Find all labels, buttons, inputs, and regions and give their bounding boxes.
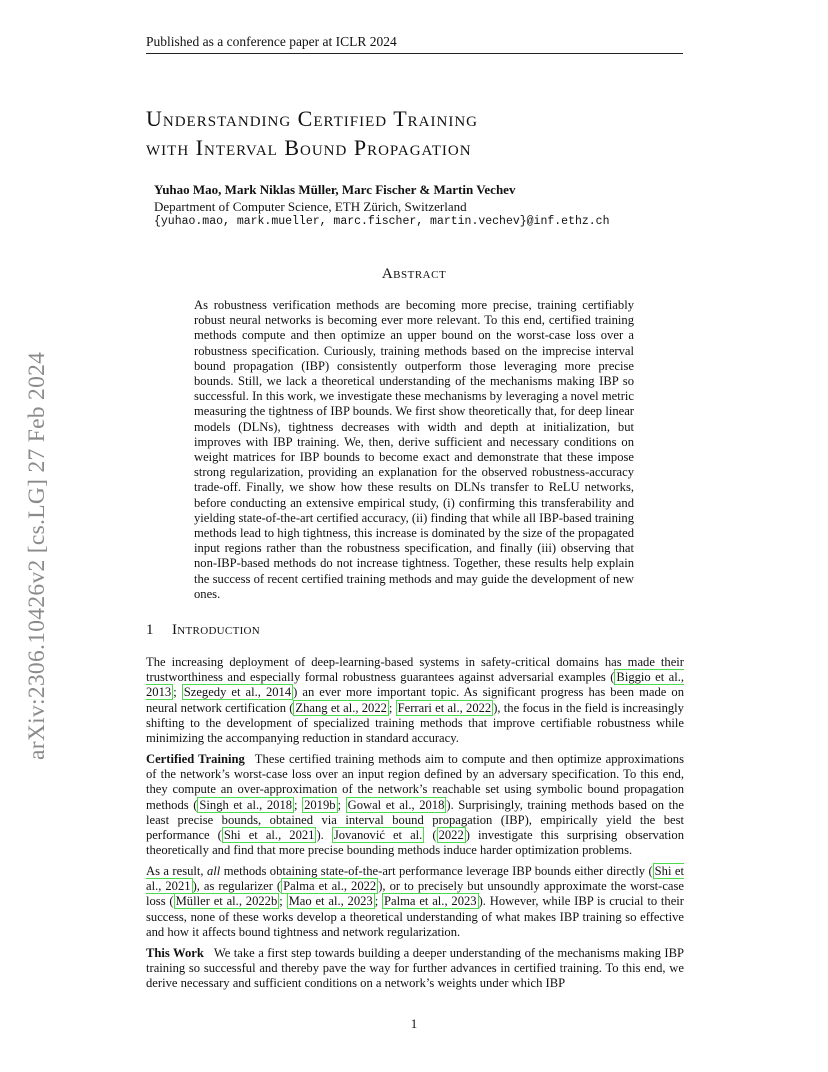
run-in-heading: This Work <box>146 946 204 960</box>
section-heading <box>146 622 686 639</box>
citation-link[interactable]: Zhang et al., 2022 <box>295 700 387 715</box>
text-run: ), the focus in the field is increasingly shifting to the development of specialized training methods that improve certifiable robustness while minimizing the accompanying reduction in standard accuracy. <box>146 700 684 746</box>
citation-link[interactable]: Shi et al., 2021 <box>223 828 315 843</box>
text-run: ; <box>374 894 383 909</box>
text-run: ) an ever more important topic. As significant progress has been made on neural network certification ( <box>146 685 684 715</box>
text-run: ). However, while IBP is crucial to their success, none of these works develop a theoretical understanding of what makes IBP training so effective and how it affects bound tightness and network regularization. <box>146 894 684 939</box>
running-header: Published as a conference paper at ICLR 2024 <box>146 34 397 49</box>
text-run: These certified training methods aim to compute and then optimize approximations of the network’s worst-case loss over an input region defined by an adversary specification. To this end, they compute an over-approximation of the network’s reachable set using symbolic bound propagation methods ( <box>146 752 684 812</box>
title-line-1: Understanding Certified Training <box>146 106 478 131</box>
abstract-heading: Abstract <box>381 266 447 282</box>
citation-link[interactable]: Müller et al., 2022b <box>175 894 278 909</box>
citation-link[interactable]: Mao et al., 2023 <box>288 894 373 909</box>
abstract-text: As robustness verification methods are becoming more precise, training certifiably robust neural networks is becoming ever more relevant. To this end, certified training methods compute and then optimize an upper bound on the worst-case loss over a robustness specification. Curiously, training methods based on the imprecise interval bound propagation (IBP) consistently outperform those leveraging more precise bounds. Still, we lack a theoretical understanding of the mechanisms making IBP so successful. In this work, we investigate these mechanisms by leveraging a novel metric measuring the tightness of IBP bounds. We first show theoretically that, for deep linear models (DLNs), tightness decreases with width and depth at initialization, but improves with IBP training. We, then, derive sufficient and necessary conditions on weight matrices for IBP bounds to become exact and demonstrate that these impose strong regularization, providing an explanation for the observed robustness-accuracy trade-off. Finally, we show how these results on DLNs transfer to ReLU networks, before conducting an extensive empirical study, (i) confirming this transferability and yielding state-of-the-art certified accuracy, (ii) finding that while all IBP-based training methods lead to high tightness, this increase is dominated by the size of the propagated input regions rather than the robustness specification, and finally (iii) observing that non-IBP-based methods do not increase tightness. Together, these results help explain the success of recent certified training methods and may guide the development of new ones. <box>194 298 634 601</box>
citation-link[interactable]: Singh et al., 2018 <box>199 797 293 812</box>
header-rule <box>146 53 683 54</box>
citation-link[interactable]: 2022 <box>438 828 464 843</box>
emphasis: all <box>206 864 221 878</box>
text-run: ; <box>388 700 396 715</box>
text-run: The increasing deployment of deep-learning-based systems in safety-critical domains has made their trustworthiness and especially formal robustness guarantees against adversarial examples ( <box>146 655 684 685</box>
section-number: 1 <box>146 622 154 638</box>
text-run: ) investigate this surprising observation theoretically and find that more precise bounding methods induce harder optimization problems. <box>146 828 685 858</box>
this-work-paragraph <box>146 946 684 992</box>
intro-paragraph-1 <box>146 655 684 746</box>
citation-link[interactable]: Shi et al., 2021 <box>146 864 684 894</box>
author-emails: {yuhao.mao, mark.mueller, marc.fischer, martin.vechev}@inf.ethz.ch <box>154 215 610 228</box>
citation-link[interactable]: Szegedy et al., 2014 <box>183 685 292 700</box>
citation-link[interactable]: 2019b <box>304 797 336 812</box>
text-run: ( <box>424 828 437 843</box>
intro-paragraph-3 <box>146 864 684 940</box>
author-list: Yuhao Mao, Mark Niklas Müller, Marc Fischer & Martin Vechev <box>154 182 516 197</box>
text-run: ; <box>294 797 303 812</box>
text-run: As a result, <box>146 864 207 878</box>
paper-title <box>146 104 706 162</box>
page-number: 1 <box>410 1016 418 1031</box>
run-in-heading: Certified Training <box>146 752 245 766</box>
arxiv-stamp: arXiv:2306.10426v2 [cs.LG] 27 Feb 2024 <box>24 351 50 760</box>
text-run: ; <box>279 894 287 909</box>
citation-link[interactable]: Biggio et al., 2013 <box>146 670 685 700</box>
citation-link[interactable]: Jovanović et al. <box>333 828 423 843</box>
text-run: ), or to precisely but unsoundly approximate the worst-case loss ( <box>146 879 684 909</box>
citation-link[interactable]: Palma et al., 2022 <box>283 879 377 894</box>
text-run: methods obtaining state-of-the-art performance leverage IBP bounds either directly ( <box>220 864 653 878</box>
text-run: We take a first step towards building a deeper understanding of the mechanisms making IBP training so successful and thereby pave the way for further advances in certified training. To this end, we derive necessary and sufficient conditions on a network’s weights under which IBP <box>146 946 684 991</box>
section-title: Introduction <box>172 622 261 638</box>
text-run: ; <box>337 797 346 812</box>
text-run: ; <box>173 685 182 700</box>
text-run: ). <box>316 828 332 843</box>
affiliation: Department of Computer Science, ETH Zürich, Switzerland <box>154 199 467 214</box>
text-run: ). Surprisingly, training methods based on the least precise bounds, obtained via interval bound propagation (IBP), empirically yield the best performance ( <box>146 797 684 843</box>
text-run: ), as regularizer ( <box>192 879 282 894</box>
citation-link[interactable]: Gowal et al., 2018 <box>347 797 445 812</box>
title-line-2: with Interval Bound Propagation <box>146 135 472 160</box>
citation-link[interactable]: Palma et al., 2023 <box>384 894 477 909</box>
certified-training-paragraph <box>146 752 684 858</box>
citation-link[interactable]: Ferrari et al., 2022 <box>397 700 492 715</box>
